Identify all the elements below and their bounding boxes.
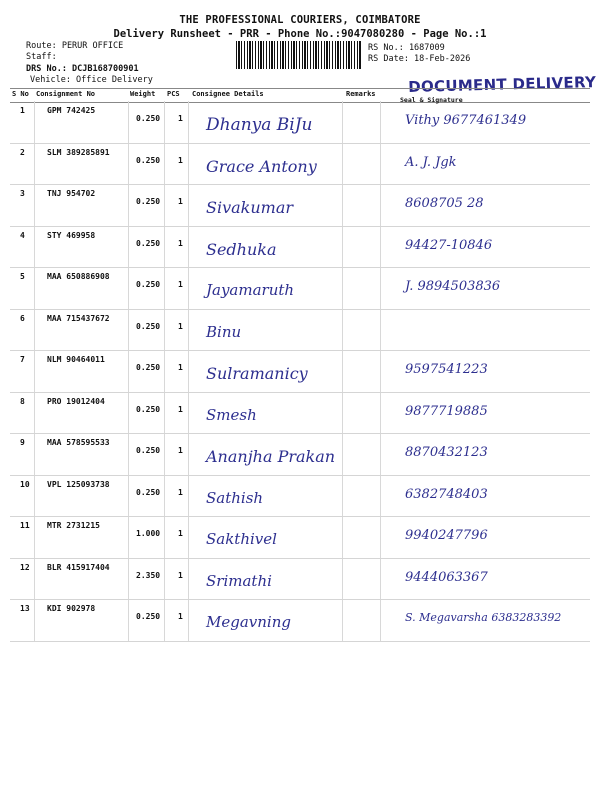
row-sno: 5	[20, 272, 25, 281]
table-row	[10, 392, 590, 435]
col-consignment: Consignment No	[36, 90, 96, 98]
table-row	[10, 433, 590, 476]
table-row	[10, 309, 590, 352]
row-sno: 4	[20, 230, 25, 240]
table-row	[10, 350, 590, 393]
row-signature-handwriting: 9940247796	[405, 528, 488, 543]
row-weight: 0.250	[136, 363, 161, 372]
route-label: Route: PERUR OFFICE	[26, 41, 124, 51]
rs-date: RS Date: 18-Feb-2026	[368, 54, 471, 64]
row-sno: 13	[20, 604, 30, 613]
barcode-icon	[236, 41, 362, 69]
row-pcs: 1	[178, 487, 183, 497]
col-consignee: Consignee Details	[192, 90, 264, 98]
row-weight: 0.250	[136, 155, 161, 165]
row-signature-handwriting: 8608705 28	[405, 196, 484, 211]
table-row	[10, 267, 590, 310]
company-title: THE PROFESSIONAL COURIERS, COIMBATORE	[179, 14, 421, 26]
row-consignment-no: KDI 902978	[47, 604, 96, 613]
row-consignee-handwriting: Grace Antony	[206, 156, 317, 176]
row-sno: 12	[20, 562, 30, 572]
row-weight: 0.250	[136, 114, 161, 123]
row-consignee-handwriting: Sathish	[206, 488, 264, 507]
row-weight: 0.250	[136, 487, 161, 497]
row-pcs: 1	[178, 238, 183, 248]
row-pcs: 1	[178, 155, 183, 165]
row-consignee-handwriting: Dhanya BiJu	[206, 115, 313, 135]
row-consignee-handwriting: Sivakumar	[206, 198, 294, 217]
row-pcs: 1	[178, 404, 183, 414]
row-consignee-handwriting: Megavning	[206, 613, 291, 631]
row-signature-handwriting: A. J. Jgk	[405, 154, 457, 170]
row-pcs: 1	[178, 197, 183, 206]
row-sno: 2	[20, 147, 25, 157]
table-row	[10, 101, 590, 144]
row-consignment-no: MAA 650886908	[47, 272, 110, 281]
row-pcs: 1	[178, 570, 183, 580]
row-consignee-handwriting: Srimathi	[206, 571, 272, 590]
col-pcs: PCS	[167, 90, 180, 98]
table-row	[10, 184, 590, 227]
row-signature-handwriting: 9877719885	[405, 403, 488, 419]
table-row	[10, 143, 590, 186]
row-weight: 0.250	[136, 197, 161, 206]
col-sno: S No	[12, 90, 29, 98]
row-weight: 1.000	[136, 529, 161, 538]
row-consignment-no: SLM 389285891	[47, 147, 110, 157]
row-signature-handwriting: J. 9894503836	[405, 279, 501, 294]
row-sno: 3	[20, 189, 25, 198]
row-consignment-no: BLR 415917404	[47, 562, 110, 572]
row-consignment-no: STY 469958	[47, 230, 96, 240]
row-consignment-no: MAA 715437672	[47, 313, 110, 323]
row-consignee-handwriting: Ananjha Prakan	[206, 447, 336, 466]
row-consignee-handwriting: Smesh	[206, 405, 257, 424]
rs-number: RS No.: 1687009	[368, 43, 445, 53]
row-pcs: 1	[178, 363, 183, 372]
row-pcs: 1	[178, 114, 183, 123]
row-signature-handwriting: 9597541223	[405, 362, 488, 377]
row-sno: 7	[20, 355, 25, 364]
row-sno: 11	[20, 521, 30, 530]
col-weight: Weight	[130, 90, 156, 98]
row-weight: 0.250	[136, 238, 161, 248]
row-signature-handwriting: 9444063367	[405, 569, 488, 585]
row-sno: 8	[20, 396, 25, 406]
row-pcs: 1	[178, 280, 183, 289]
row-signature-handwriting: 8870432123	[405, 445, 488, 460]
table-row	[10, 516, 590, 559]
table-row	[10, 226, 590, 269]
row-signature-handwriting: Vithy 9677461349	[405, 113, 527, 128]
runsheet-title: Delivery Runsheet - PRR - Phone No.:9047080280 - Page No.:1	[113, 28, 487, 40]
row-consignee-handwriting: Jayamaruth	[206, 281, 295, 299]
row-consignment-no: MTR 2731215	[47, 521, 100, 530]
row-pcs: 1	[178, 321, 183, 331]
row-pcs: 1	[178, 529, 183, 538]
row-consignee-handwriting: Sakthivel	[206, 530, 277, 548]
row-consignment-no: TNJ 954702	[47, 189, 96, 198]
row-sno: 9	[20, 438, 25, 447]
row-consignment-no: GPM 742425	[47, 106, 96, 115]
row-consignment-no: NLM 90464011	[47, 355, 105, 364]
table-row	[10, 599, 590, 642]
row-consignment-no: PRO 19012404	[47, 396, 105, 406]
row-sno: 6	[20, 313, 25, 323]
row-consignee-handwriting: Sulramanicy	[206, 364, 308, 383]
row-consignee-handwriting: Binu	[206, 322, 242, 341]
staff-label: Staff:	[26, 52, 57, 62]
row-signature-handwriting: 6382748403	[405, 486, 488, 502]
row-weight: 0.250	[136, 280, 161, 289]
row-signature-handwriting: 94427-10846	[405, 237, 493, 253]
row-sno: 10	[20, 479, 30, 489]
drs-number: DRS No.: DCJB168700901	[26, 64, 139, 74]
col-remarks: Remarks	[346, 90, 376, 98]
row-weight: 2.350	[136, 570, 161, 580]
row-pcs: 1	[178, 612, 183, 621]
table-row	[10, 558, 590, 601]
row-consignment-no: VPL 125093738	[47, 479, 110, 489]
table-row	[10, 475, 590, 518]
row-sno: 1	[20, 106, 25, 115]
row-consignee-handwriting: Sedhuka	[206, 239, 277, 259]
row-weight: 0.250	[136, 446, 161, 455]
row-weight: 0.250	[136, 321, 161, 331]
row-weight: 0.250	[136, 404, 161, 414]
row-pcs: 1	[178, 446, 183, 455]
col-seal: Seal & Signature	[400, 96, 463, 104]
row-consignment-no: MAA 578595533	[47, 438, 110, 447]
document-delivery-stamp: DOCUMENT DELIVERY	[408, 73, 597, 96]
vehicle-label: Vehicle: Office Delivery	[30, 75, 153, 85]
row-signature-handwriting: S. Megavarsha 6383283392	[405, 611, 562, 624]
row-weight: 0.250	[136, 612, 161, 621]
